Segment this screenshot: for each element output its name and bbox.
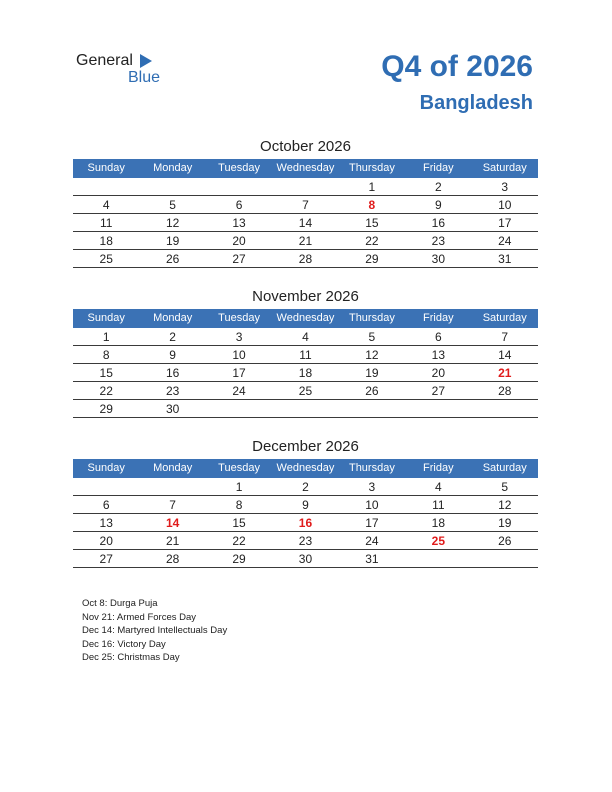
weekday-wednesday: Wednesday [276,462,335,474]
day-cell: 3 [368,480,376,494]
day-cell: 23 [431,234,445,248]
empty-day-cell [339,400,405,417]
week-row [73,496,538,514]
day-cell: 12 [498,498,512,512]
weekday-tuesday: Tuesday [218,462,260,474]
empty-day-cell [206,178,272,195]
weekday-sunday: Sunday [87,462,125,474]
week-row [73,478,538,496]
day-cell: 13 [431,348,445,362]
day-cell: 5 [501,480,509,494]
weekday-tuesday: Tuesday [218,312,260,324]
empty-day-cell [472,550,538,567]
weekday-sunday: Sunday [87,312,125,324]
day-cell: 24 [498,234,512,248]
day-cell: 4 [434,480,442,494]
day-cell: 28 [498,384,512,398]
day-cell: 6 [235,198,243,212]
weekday-sunday: Sunday [87,162,125,174]
day-cell: 22 [99,384,113,398]
week-row [73,328,538,346]
day-cell: 18 [431,516,445,530]
day-cell: 15 [99,366,113,380]
day-cell: 29 [232,552,246,566]
day-cell: 14 [298,216,313,230]
day-cell: 11 [299,348,312,362]
day-cell: 22 [232,534,246,548]
holiday-day-cell: 16 [298,516,313,530]
holiday-entry: Nov 21: Armed Forces Day [82,611,197,623]
weekday-thursday: Thursday [348,312,395,324]
logo-general-text: General [76,52,133,69]
day-cell: 30 [431,252,445,266]
day-cell: 27 [232,252,246,266]
day-cell: 17 [232,366,246,380]
day-cell: 23 [165,384,180,398]
empty-day-cell [272,400,338,417]
empty-day-cell [73,178,139,195]
day-cell: 1 [102,330,110,344]
day-cell: 19 [365,366,379,380]
page-title: Q4 of 2026 [381,50,533,83]
holiday-day-cell: 21 [498,366,512,380]
month-grid [73,478,538,568]
holiday-entry: Dec 14: Martyred Intellectuals Day [82,625,228,637]
day-cell: 6 [102,498,110,512]
month-grid [73,328,538,418]
weekday-wednesday: Wednesday [276,312,335,324]
month-november [73,286,538,418]
holiday-entry: Dec 16: Victory Day [82,638,166,650]
day-cell: 14 [498,348,512,362]
week-row [73,514,538,532]
month-title: December 2026 [252,438,359,455]
day-cell: 1 [368,180,376,194]
month-december [73,436,538,568]
weekday-saturday: Saturday [482,312,527,324]
day-cell: 2 [169,330,176,344]
day-cell: 9 [434,198,442,212]
day-cell: 23 [298,534,313,548]
week-row [73,232,538,250]
holiday-day-cell: 14 [165,516,180,530]
day-cell: 16 [165,366,180,380]
day-cell: 10 [232,348,246,362]
month-title: November 2026 [252,288,359,305]
weekday-saturday: Saturday [482,162,527,174]
day-cell: 31 [365,552,379,566]
day-cell: 9 [302,498,309,512]
day-cell: 22 [365,234,379,248]
day-cell: 15 [232,516,246,530]
day-cell: 20 [232,234,246,248]
weekday-monday: Monday [153,312,193,324]
day-cell: 5 [368,330,376,344]
day-cell: 7 [302,198,309,212]
day-cell: 26 [498,534,512,548]
day-cell: 6 [434,330,442,344]
day-cell: 12 [365,348,379,362]
day-cell: 13 [99,516,113,530]
day-cell: 2 [434,180,442,194]
week-row [73,196,538,214]
holiday-list [82,597,227,665]
weekday-header [73,459,538,478]
weekday-friday: Friday [423,462,454,474]
day-cell: 24 [232,384,246,398]
week-row [73,532,538,550]
day-cell: 18 [298,366,313,380]
day-cell: 8 [102,348,110,362]
day-cell: 2 [302,480,309,494]
day-cell: 20 [431,366,445,380]
day-cell: 19 [498,516,512,530]
day-cell: 26 [365,384,379,398]
day-cell: 24 [365,534,379,548]
holiday-entry: Dec 25: Christmas Day [82,652,180,664]
day-cell: 28 [165,552,180,566]
day-cell: 18 [99,234,113,248]
day-cell: 4 [102,198,110,212]
month-grid [73,178,538,268]
day-cell: 29 [99,402,113,416]
day-cell: 30 [165,402,180,416]
day-cell: 15 [365,216,379,230]
weekday-wednesday: Wednesday [276,162,335,174]
day-cell: 20 [99,534,113,548]
day-cell: 8 [235,498,243,512]
holiday-day-cell: 8 [368,198,376,212]
holiday-entry: Oct 8: Durga Puja [82,598,158,609]
week-row [73,550,538,568]
week-row [73,346,538,364]
month-october [73,136,538,268]
day-cell: 27 [99,552,113,566]
day-cell: 10 [498,198,512,212]
day-cell: 25 [298,384,313,398]
empty-day-cell [139,178,205,195]
empty-day-cell [405,400,471,417]
logo-blue-text: Blue [128,69,161,86]
day-cell: 11 [432,498,445,512]
week-row [73,214,538,232]
day-cell: 3 [235,330,243,344]
day-cell: 21 [165,534,180,548]
empty-day-cell [272,178,338,195]
empty-day-cell [73,478,139,495]
week-row [73,364,538,382]
day-cell: 17 [498,216,512,230]
day-cell: 16 [431,216,445,230]
week-row [73,400,538,418]
empty-day-cell [206,400,272,417]
day-cell: 28 [298,252,313,266]
day-cell: 12 [165,216,180,230]
day-cell: 25 [99,252,113,266]
weekday-thursday: Thursday [348,462,395,474]
day-cell: 9 [169,348,176,362]
day-cell: 17 [365,516,379,530]
day-cell: 4 [302,330,309,344]
day-cell: 7 [169,498,176,512]
generalblue-logo [76,52,176,92]
day-cell: 27 [431,384,445,398]
holiday-day-cell: 25 [431,534,445,548]
weekday-monday: Monday [153,162,193,174]
week-row [73,178,538,196]
day-cell: 3 [501,180,509,194]
weekday-monday: Monday [153,462,193,474]
country-name: Bangladesh [419,92,533,114]
day-cell: 30 [298,552,313,566]
day-cell: 1 [235,480,243,494]
day-cell: 31 [498,252,512,266]
weekday-friday: Friday [423,312,454,324]
day-cell: 10 [365,498,379,512]
empty-day-cell [472,400,538,417]
week-row [73,250,538,268]
month-title: October 2026 [260,138,351,155]
day-cell: 7 [501,330,509,344]
week-row [73,382,538,400]
day-cell: 19 [165,234,180,248]
empty-day-cell [139,478,205,495]
day-cell: 21 [298,234,313,248]
weekday-saturday: Saturday [482,462,527,474]
empty-day-cell [405,550,471,567]
day-cell: 11 [99,216,113,230]
day-cell: 13 [232,216,246,230]
weekday-header [73,309,538,328]
weekday-thursday: Thursday [348,162,395,174]
day-cell: 26 [165,252,180,266]
logo-flag-icon [140,54,152,68]
day-cell: 29 [365,252,379,266]
weekday-header [73,159,538,178]
weekday-friday: Friday [423,162,454,174]
day-cell: 5 [169,198,176,212]
weekday-tuesday: Tuesday [218,162,260,174]
